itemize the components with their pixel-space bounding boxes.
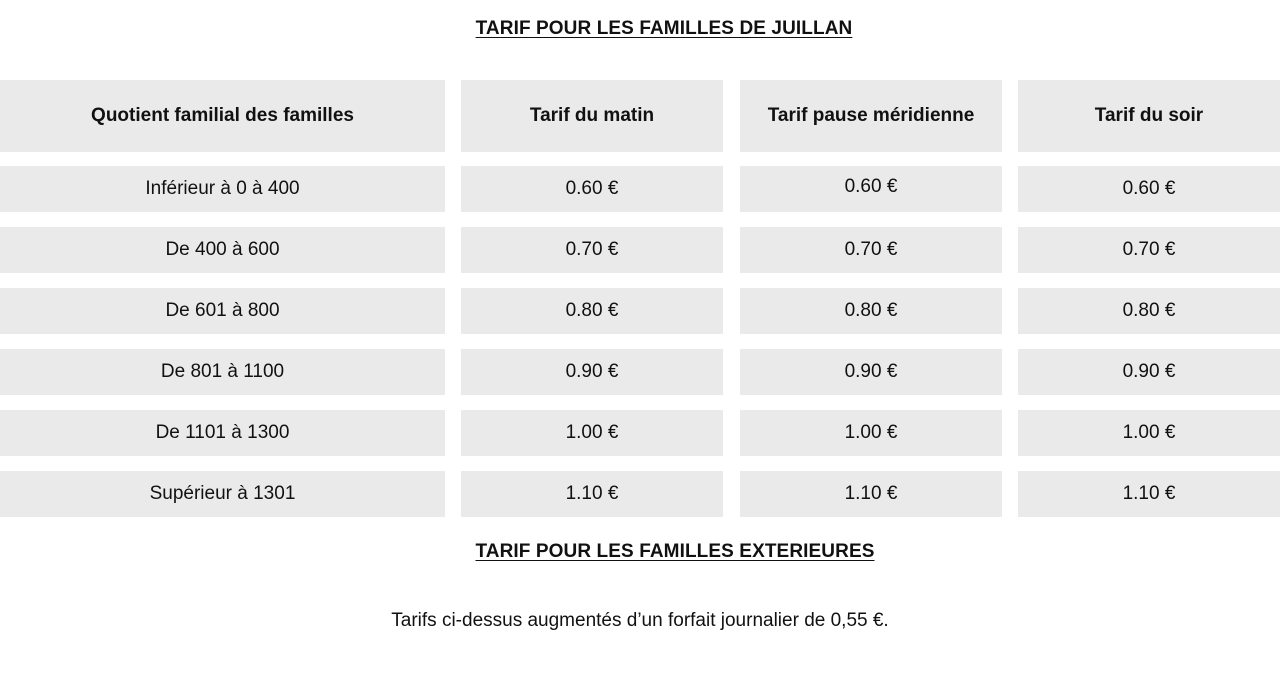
table-cell-quotient: De 1101 à 1300 [0, 410, 445, 456]
table-cell-matin: 0.80 € [461, 288, 723, 334]
header-tarif-soir: Tarif du soir [1018, 80, 1280, 152]
header-tarif-matin: Tarif du matin [461, 80, 723, 152]
table-cell-soir: 0.90 € [1018, 349, 1280, 395]
table-cell-quotient: De 801 à 1100 [0, 349, 445, 395]
table-cell-matin: 0.70 € [461, 227, 723, 273]
table-cell-soir: 1.10 € [1018, 471, 1280, 517]
table-cell-quotient: Supérieur à 1301 [0, 471, 445, 517]
table-cell-midi: 0.60 € [740, 166, 1002, 212]
table-cell-matin: 1.00 € [461, 410, 723, 456]
surcharge-note: Tarifs ci-dessus augmentés d’un forfait journalier de 0,55 €. [391, 610, 889, 631]
section-title-exterieures: TARIF POUR LES FAMILLES EXTERIEURES [475, 541, 875, 562]
table-cell-soir: 0.60 € [1018, 166, 1280, 212]
table-cell-midi: 0.70 € [740, 227, 1002, 273]
table-cell-soir: 1.00 € [1018, 410, 1280, 456]
table-cell-quotient: De 400 à 600 [0, 227, 445, 273]
table-cell-midi: 0.80 € [740, 288, 1002, 334]
section-title-juillan: TARIF POUR LES FAMILLES DE JUILLAN [475, 18, 853, 39]
table-cell-soir: 0.80 € [1018, 288, 1280, 334]
header-quotient: Quotient familial des familles [0, 80, 445, 152]
table-cell-matin: 0.90 € [461, 349, 723, 395]
table-cell-matin: 0.60 € [461, 166, 723, 212]
table-cell-midi: 1.00 € [740, 410, 1002, 456]
table-cell-midi: 1.10 € [740, 471, 1002, 517]
table-cell-matin: 1.10 € [461, 471, 723, 517]
table-cell-midi: 0.90 € [740, 349, 1002, 395]
table-cell-soir: 0.70 € [1018, 227, 1280, 273]
header-tarif-midi: Tarif pause méridienne [740, 80, 1002, 152]
table-cell-quotient: Inférieur à 0 à 400 [0, 166, 445, 212]
table-cell-quotient: De 601 à 800 [0, 288, 445, 334]
